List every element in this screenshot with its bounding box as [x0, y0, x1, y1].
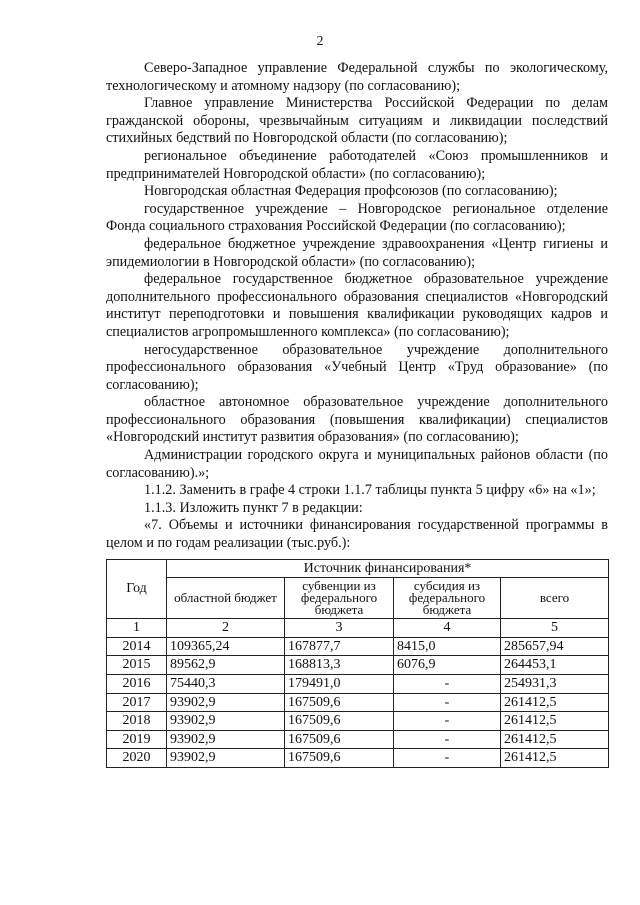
table-row [107, 730, 609, 749]
document-body [106, 60, 608, 768]
column-number: 4 [394, 619, 501, 638]
table-row [107, 637, 609, 656]
header-total: всего [501, 578, 609, 619]
paragraph: Новгородская областная Федерация профсоюзов (по согласованию); [144, 183, 558, 200]
paragraph: негосударственное образовательное учреждение дополнительного профессионального образования «Учебный Центр «Труд образование» (по согласованию); [106, 341, 608, 393]
cell-regional: 93902,9 [167, 730, 285, 749]
cell-total: 261412,5 [501, 712, 609, 731]
cell-regional: 75440,3 [167, 675, 285, 694]
paragraph: 1.1.2. Заменить в графе 4 строки 1.1.7 таблицы пункта 5 цифру «6» на «1»; [144, 482, 596, 499]
cell-year: 2014 [107, 637, 167, 656]
cell-total: 285657,94 [501, 637, 609, 656]
cell-subventions: 168813,3 [285, 656, 394, 675]
cell-year: 2017 [107, 693, 167, 712]
cell-year: 2018 [107, 712, 167, 731]
cell-subventions: 167509,6 [285, 693, 394, 712]
table-row [107, 712, 609, 731]
cell-subventions: 167509,6 [285, 749, 394, 768]
cell-regional: 109365,24 [167, 637, 285, 656]
header-regional-budget: областной бюджет [167, 578, 285, 619]
cell-year: 2019 [107, 730, 167, 749]
column-number: 3 [285, 619, 394, 638]
cell-subventions: 167509,6 [285, 730, 394, 749]
header-federal-subventions: субвенции из федерального бюджета [285, 578, 394, 619]
cell-regional: 93902,9 [167, 693, 285, 712]
cell-subsidy: - [394, 675, 501, 694]
cell-year: 2016 [107, 675, 167, 694]
header-year: Год [107, 559, 167, 619]
paragraph: федеральное государственное бюджетное образовательное учреждение дополнительного профессионального образования специалистов «Новгородский институт переподготовки и повышения квалификации руководящих кадров и специалистов агропромышленного комплекса» (по согласованию); [106, 271, 608, 340]
cell-subventions: 167877,7 [285, 637, 394, 656]
paragraph: 1.1.3. Изложить пункт 7 в редакции: [144, 499, 363, 516]
paragraph: Северо-Западное управление Федеральной службы по экологическому, технологическому и атомному надзору (по согласованию); [106, 60, 608, 94]
cell-subsidy: 8415,0 [394, 637, 501, 656]
paragraph: федеральное бюджетное учреждение здравоохранения «Центр гигиены и эпидемиологии в Новгородской области» (по согласованию); [106, 235, 608, 270]
paragraph: Администрации городского округа и муниципальных районов области (по согласованию).»; [106, 447, 608, 481]
cell-total: 264453,1 [501, 656, 609, 675]
cell-total: 254931,3 [501, 675, 609, 694]
paragraph: областное автономное образовательное учреждение дополнительного профессионального образования (повышения квалификации) специалистов «Новгородский институт развития образования» (по согласованию); [106, 394, 608, 446]
funding-table [106, 559, 609, 768]
cell-total: 261412,5 [501, 730, 609, 749]
header-funding-source: Источник финансирования* [167, 559, 609, 578]
paragraph: государственное учреждение – Новгородское региональное отделение Фонда социального страхования Российской Федерации (по согласованию); [106, 200, 608, 235]
cell-subsidy: 6076,9 [394, 656, 501, 675]
cell-subsidy: - [394, 693, 501, 712]
cell-subsidy: - [394, 712, 501, 731]
cell-year: 2015 [107, 656, 167, 675]
cell-subventions: 167509,6 [285, 712, 394, 731]
funding-table-wrapper [106, 559, 608, 768]
paragraph: «7. Объемы и источники финансирования государственной программы в целом и по годам реализации (тыс.руб.): [106, 517, 608, 552]
paragraph: Главное управление Министерства Российской Федерации по делам гражданской обороны, чрезвычайным ситуациям и ликвидации последствий стихийных бедствий по Новгородской области (по согласованию); [106, 95, 608, 147]
table-row [107, 693, 609, 712]
column-number: 1 [107, 619, 167, 638]
column-number: 5 [501, 619, 609, 638]
cell-subsidy: - [394, 730, 501, 749]
table-row [107, 656, 609, 675]
cell-total: 261412,5 [501, 749, 609, 768]
column-number: 2 [167, 619, 285, 638]
cell-subventions: 179491,0 [285, 675, 394, 694]
cell-subsidy: - [394, 749, 501, 768]
cell-regional: 93902,9 [167, 712, 285, 731]
table-row [107, 675, 609, 694]
paragraph: региональное объединение работодателей «Союз промышленников и предпринимателей Новгородской области» (по согласованию); [106, 147, 608, 182]
header-federal-subsidy: субсидия из федерального бюджета [394, 578, 501, 619]
cell-regional: 89562,9 [167, 656, 285, 675]
table-row [107, 749, 609, 768]
page-number: 2 [316, 34, 324, 49]
cell-total: 261412,5 [501, 693, 609, 712]
cell-year: 2020 [107, 749, 167, 768]
cell-regional: 93902,9 [167, 749, 285, 768]
